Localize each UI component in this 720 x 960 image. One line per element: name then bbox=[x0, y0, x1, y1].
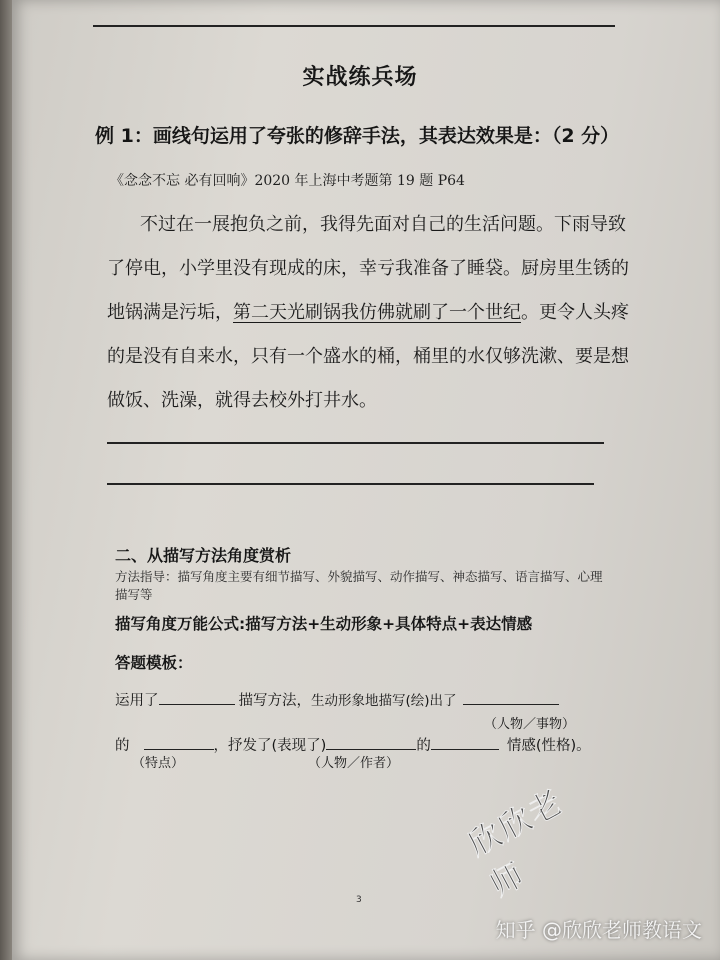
hint-feature: （特点） bbox=[132, 756, 185, 771]
hint-person-author: （人物／作者） bbox=[308, 756, 400, 771]
fill-blank bbox=[326, 733, 416, 750]
passage-line bbox=[107, 298, 629, 342]
template-row-1 bbox=[115, 688, 559, 710]
template-text: 描写方法， bbox=[238, 693, 311, 709]
fill-blank bbox=[159, 688, 235, 705]
template-text: 的 bbox=[416, 738, 431, 754]
passage-text: 。更令人头疼 bbox=[521, 302, 629, 323]
passage-line: 不过在一展抱负之前，我得先面对自己的生活问题。下雨导致 bbox=[140, 214, 626, 235]
fill-blank bbox=[144, 733, 214, 750]
section2-heading: 二、从描写方法角度赏析 bbox=[115, 546, 292, 565]
answer-line bbox=[107, 483, 594, 485]
template-text: 运用了 bbox=[115, 693, 159, 709]
passage-line: 的是没有自来水，只有一个盛水的桶，桶里的水仅够洗漱、要是想 bbox=[107, 346, 629, 367]
example1-source: 《念念不忘 必有回响》2020 年上海中考题第 19 题 P64 bbox=[110, 173, 465, 189]
template-text: ，抒发了(表现了) bbox=[213, 738, 327, 754]
page-title: 实战练兵场 bbox=[302, 65, 418, 90]
passage-text: 地锅满是污垢， bbox=[107, 302, 233, 323]
template-text: 情感(性格)。 bbox=[506, 738, 591, 754]
page-number: 3 bbox=[356, 895, 362, 905]
header-rule bbox=[93, 25, 615, 27]
method-guide: 方法指导：描写角度主要有细节描写、外貌描写、动作描写、神态描写、语言描写、心理描写等 bbox=[115, 569, 603, 602]
book-edge bbox=[0, 0, 12, 960]
template-text: 的 bbox=[115, 738, 130, 754]
hint-person-thing: （人物／事物） bbox=[484, 717, 576, 732]
example1-passage bbox=[107, 210, 629, 430]
fill-blank bbox=[431, 733, 499, 750]
underlined-sentence: 第二天光刷锅我仿佛就刷了一个世纪 bbox=[233, 302, 521, 323]
passage-line: 做饭、洗澡，就得去校外打井水。 bbox=[107, 390, 377, 411]
example1-heading: 例 1：画线句运用了夸张的修辞手法，其表达效果是：（2 分） bbox=[95, 125, 620, 147]
fill-blank bbox=[463, 688, 559, 705]
author-stamp: 欣欣老师 bbox=[462, 782, 570, 905]
site-watermark: 知乎 @欣欣老师教语文 bbox=[495, 918, 702, 942]
formula: 描写角度万能公式:描写方法+生动形象+具体特点+表达情感 bbox=[115, 615, 533, 633]
template-title: 答题模板： bbox=[115, 654, 193, 672]
template-text: 生动形象地描写(绘)出了 bbox=[311, 693, 457, 709]
answer-line bbox=[107, 442, 604, 444]
passage-line: 了停电，小学里没有现成的床，幸亏我准备了睡袋。厨房里生锈的 bbox=[107, 258, 629, 279]
